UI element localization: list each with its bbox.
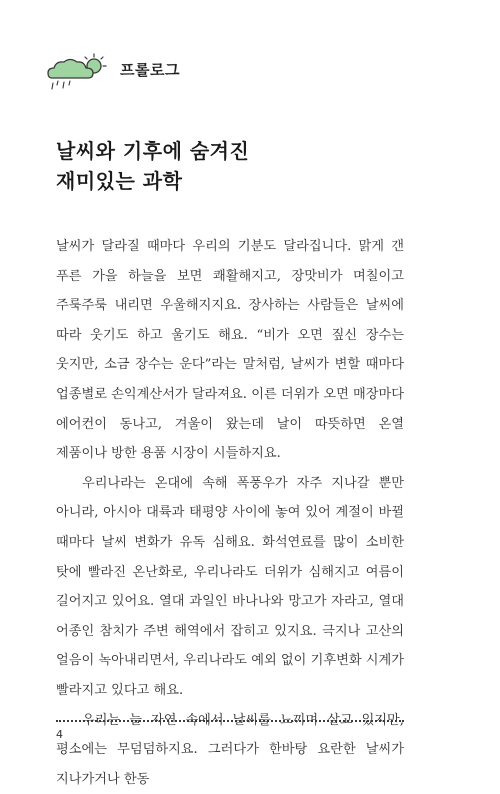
page-number: 4 [56, 728, 63, 741]
page-title [56, 136, 249, 196]
paragraph-1: 날씨가 달라질 때마다 우리의 기분도 달라집니다. 맑게 갠 푸른 가을 하늘을 보면 쾌활해지고, 장맛비가 며칠이고 주룩주룩 내리면 우울해지지요. 장사하는 사람들은 날씨에 따라 웃기도 하고 울기도 해요. “비가 오면 짚신 장수는 웃지만, 소금 장수는 운다”라는 말처럼, 날씨가 변할 때마다 업종별로 손익계산서가 달라져요. 이른 더위가 오면 매장마다 에어컨이 동나고, 겨울이 왔는데 날이 따뜻하면 온열 제품이나 방한 용품 시장이 시들하지요. [56, 232, 404, 469]
paragraph-2: 우리나라는 온대에 속해 폭풍우가 자주 지나갈 뿐만 아니라, 아시아 대륙과 태평양 사이에 놓여 있어 계절이 바뀔 때마다 날씨 변화가 유독 심해요. 화석연료를 많이 소비한 탓에 빨라진 온난화로, 우리나라도 더위가 심해지고 여름이 길어지고 있어요. 열대 과일인 바나나와 망고가 자라고, 열대 어종인 참치가 주변 해역에서 잡히고 있지요. 극지나 고산의 얼음이 녹아내리면서, 우리나라도 예외 없이 기후변화 시계가 빨라지고 있다고 해요. [56, 469, 404, 706]
section-label: 프롤로그 [120, 59, 180, 80]
cloud-sun-rain-icon [44, 52, 114, 92]
chapter-header [44, 52, 180, 92]
footer-divider [56, 720, 404, 722]
paragraph-3: 우리는 늘 자연 속에서 날씨를 느끼며 살고 있지만, 평소에는 무덤덤하지요. 그러다가 한바탕 요란한 날씨가 지나가거나 한동 [56, 706, 404, 794]
title-line-2: 재미있는 과학 [56, 166, 249, 196]
title-line-1: 날씨와 기후에 숨겨진 [56, 136, 249, 166]
body-text [56, 232, 404, 794]
